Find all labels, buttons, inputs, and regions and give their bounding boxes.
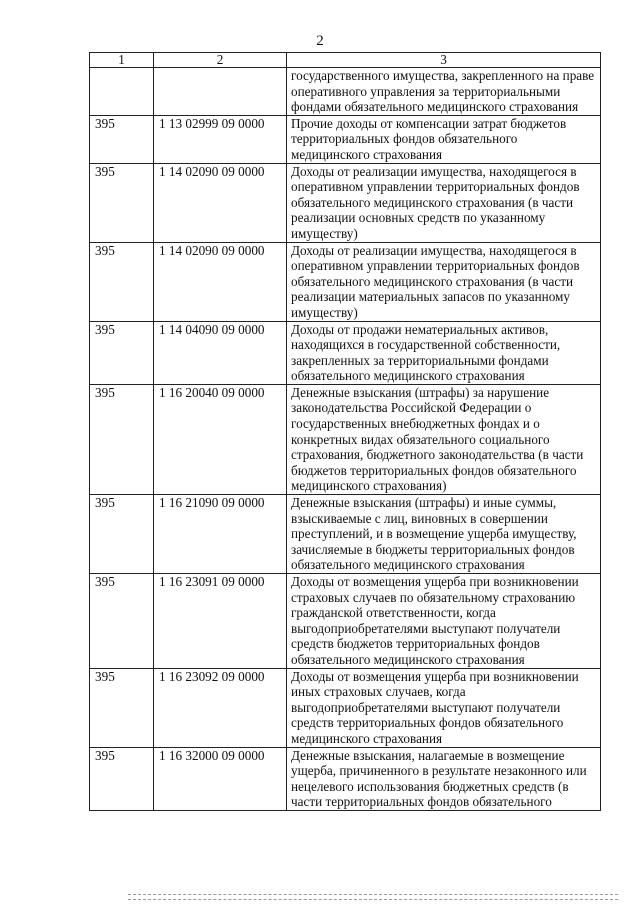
column-header-2: 2 bbox=[154, 53, 287, 68]
table-row bbox=[90, 747, 601, 810]
administrator-code-cell: 395 bbox=[90, 668, 154, 747]
column-header-1: 1 bbox=[90, 53, 154, 68]
table-row bbox=[90, 321, 601, 384]
revenue-description-cell: Доходы от возмещения ущерба при возникновении страховых случаев по обязательному страхованию гражданской ответственности, когда выгодоприобретателями выступают получатели средств бюджетов территориальных фондов обязательного медицинского страхования bbox=[287, 574, 601, 669]
table-row bbox=[90, 242, 601, 321]
table-row bbox=[90, 115, 601, 163]
administrator-code-cell: 395 bbox=[90, 574, 154, 669]
administrator-code-cell: 395 bbox=[90, 495, 154, 574]
revenue-description-cell: Доходы от продажи нематериальных активов, находящихся в государственной собственности, закрепленных за территориальными фондами обязательного медицинского страхования bbox=[287, 321, 601, 384]
table-row bbox=[90, 68, 601, 116]
budget-classification-code-cell: 1 16 23092 09 0000 bbox=[154, 668, 287, 747]
budget-classification-code-cell bbox=[154, 68, 287, 116]
revenue-description-cell: государственного имущества, закрепленного на праве оперативного управления за территориальными фондами обязательного медицинского страхования bbox=[287, 68, 601, 116]
table-header-row bbox=[90, 53, 601, 68]
revenue-description-cell: Доходы от реализации имущества, находящегося в оперативном управлении территориальных фондов обязательного медицинского страхования (в части реализации материальных запасов по указанному имуществу) bbox=[287, 242, 601, 321]
table-row bbox=[90, 574, 601, 669]
administrator-code-cell: 395 bbox=[90, 321, 154, 384]
revenue-description-cell: Прочие доходы от компенсации затрат бюджетов территориальных фондов обязательного медицинского страхования bbox=[287, 115, 601, 163]
revenue-description-cell: Доходы от возмещения ущерба при возникновении иных страховых случаев, когда выгодоприобретателями выступают получатели средств территориальных фондов обязательного медицинского страхования bbox=[287, 668, 601, 747]
revenue-description-cell: Денежные взыскания (штрафы) за нарушение законодательства Российской Федерации о государственных внебюджетных фондах и о конкретных видах обязательного социального страхования, бюджетного законодательства (в части бюджетов территориальных фондов обязательного медицинского страхования) bbox=[287, 384, 601, 494]
budget-classification-code-cell: 1 13 02999 09 0000 bbox=[154, 115, 287, 163]
budget-classification-code-cell: 1 16 20040 09 0000 bbox=[154, 384, 287, 494]
table-row bbox=[90, 495, 601, 574]
budget-classification-code-cell: 1 16 23091 09 0000 bbox=[154, 574, 287, 669]
revenue-description-cell: Денежные взыскания (штрафы) и иные суммы, взыскиваемые с лиц, виновных в совершении преступлений, и в возмещение ущерба имуществу, зачисляемые в бюджеты территориальных фондов обязательного медицинского страхования bbox=[287, 495, 601, 574]
page-number: 2 bbox=[316, 33, 324, 49]
administrator-code-cell: 395 bbox=[90, 747, 154, 810]
budget-classification-code-cell: 1 16 21090 09 0000 bbox=[154, 495, 287, 574]
revenue-description-cell: Денежные взыскания, налагаемые в возмещение ущерба, причиненного в результате незаконного или нецелевого использования бюджетных средств (в части территориальных фондов обязательного bbox=[287, 747, 601, 810]
table-row bbox=[90, 668, 601, 747]
table-row bbox=[90, 384, 601, 494]
column-header-3: 3 bbox=[287, 53, 601, 68]
budget-classification-code-cell: 1 14 02090 09 0000 bbox=[154, 242, 287, 321]
budget-classification-code-cell: 1 14 02090 09 0000 bbox=[154, 163, 287, 242]
administrator-code-cell: 395 bbox=[90, 384, 154, 494]
administrator-code-cell bbox=[90, 68, 154, 116]
budget-classification-code-cell: 1 14 04090 09 0000 bbox=[154, 321, 287, 384]
administrator-code-cell: 395 bbox=[90, 163, 154, 242]
budget-classification-code-cell: 1 16 32000 09 0000 bbox=[154, 747, 287, 810]
administrator-code-cell: 395 bbox=[90, 115, 154, 163]
budget-revenue-table bbox=[89, 52, 601, 811]
scan-edge-line bbox=[128, 894, 618, 895]
table-row bbox=[90, 163, 601, 242]
administrator-code-cell: 395 bbox=[90, 242, 154, 321]
scan-edge-line bbox=[128, 899, 618, 900]
revenue-description-cell: Доходы от реализации имущества, находящегося в оперативном управлении территориальных фондов обязательного медицинского страхования (в части реализации основных средств по указанному имуществу) bbox=[287, 163, 601, 242]
